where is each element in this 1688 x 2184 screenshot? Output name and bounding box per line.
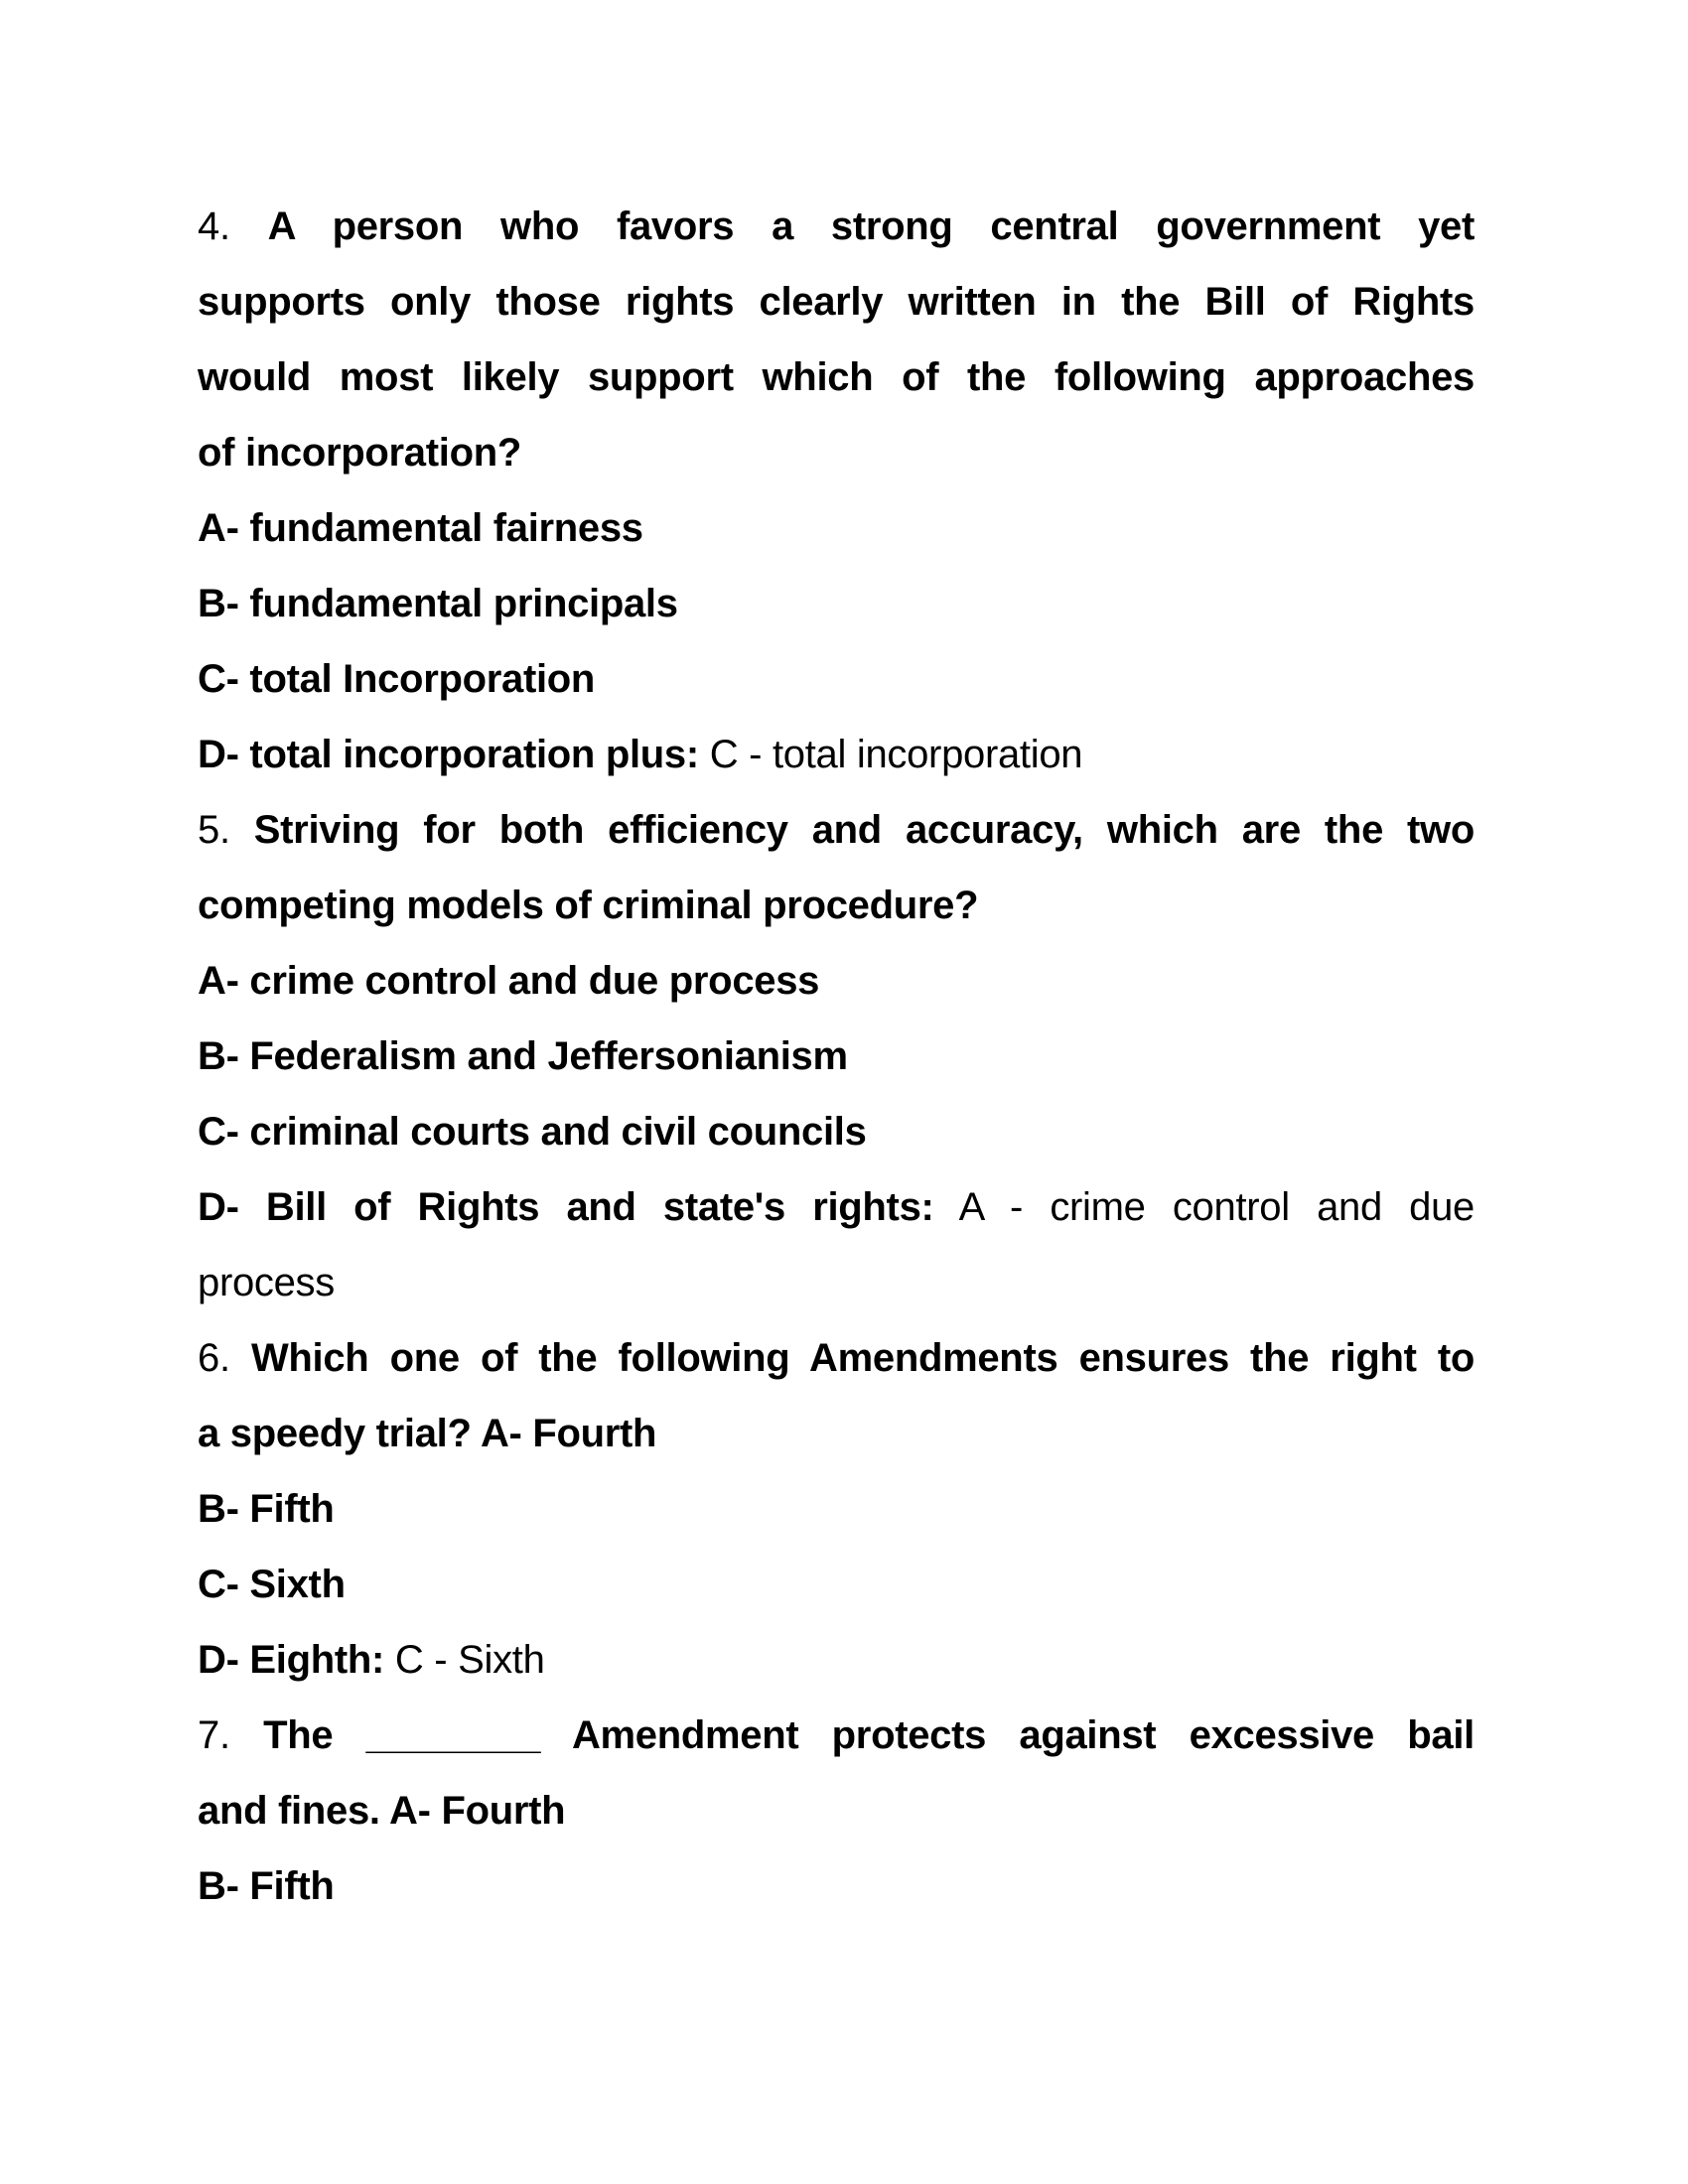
question-text: D- Eighth:: [198, 1638, 385, 1682]
text-line: [198, 1547, 1475, 1622]
question-text: B- Fifth: [198, 1487, 335, 1531]
text-line: [198, 415, 1475, 490]
text-line: [198, 641, 1475, 717]
text-line: [198, 264, 1475, 340]
text-line: [198, 566, 1475, 641]
question-text: Which one of the following Amendments ensures the right to: [250, 1336, 1475, 1380]
question-text: D- total incorporation plus:: [198, 733, 699, 776]
text-line: [198, 1320, 1475, 1396]
text-line: [198, 1396, 1475, 1471]
question-text: C- criminal courts and civil councils: [198, 1110, 867, 1154]
text-line: [198, 792, 1475, 868]
question-text: competing models of criminal procedure?: [198, 884, 979, 927]
text-line: [198, 340, 1475, 415]
answer-text: 4.: [198, 205, 268, 248]
text-line: [198, 1622, 1475, 1698]
question-text: B- Federalism and Jeffersonianism: [198, 1034, 848, 1078]
text-line: [198, 1169, 1475, 1245]
question-text: would most likely support which of the following approaches: [198, 355, 1475, 399]
text-line: [198, 717, 1475, 792]
question-text: C- Sixth: [198, 1563, 346, 1606]
text-line: [198, 1773, 1475, 1848]
answer-text: 6.: [198, 1336, 251, 1380]
question-text: The ________ Amendment protects against excessive bail: [263, 1713, 1475, 1757]
question-text: Striving for both efficiency and accuracy, which are the two: [253, 808, 1475, 852]
text-line: [198, 868, 1475, 943]
question-text: C- total Incorporation: [198, 657, 596, 701]
document-page: [198, 189, 1475, 1924]
text-line: [198, 1698, 1475, 1773]
question-text: A- fundamental fairness: [198, 506, 643, 550]
question-text: A person who favors a strong central government yet: [267, 205, 1475, 248]
text-line: [198, 1245, 1475, 1320]
question-text: of incorporation?: [198, 431, 521, 475]
text-line: [198, 943, 1475, 1019]
text-line: [198, 1019, 1475, 1094]
question-text: B- fundamental principals: [198, 582, 678, 625]
question-text: a speedy trial? A- Fourth: [198, 1412, 657, 1455]
text-line: [198, 1094, 1475, 1169]
answer-text: C - Sixth: [384, 1638, 545, 1682]
text-line: [198, 1848, 1475, 1924]
question-text: and fines. A- Fourth: [198, 1789, 566, 1833]
text-line: [198, 1471, 1475, 1547]
answer-text: C - total incorporation: [698, 733, 1083, 776]
answer-text: process: [198, 1261, 335, 1304]
text-line: [198, 189, 1475, 264]
question-text: D- Bill of Rights and state's rights:: [198, 1185, 934, 1229]
question-text: B- Fifth: [198, 1864, 335, 1908]
answer-text: 7.: [198, 1713, 264, 1757]
answer-text: A - crime control and due: [933, 1185, 1476, 1229]
answer-text: 5.: [198, 808, 254, 852]
question-text: supports only those rights clearly written in the Bill of Rights: [198, 280, 1475, 324]
question-text: A- crime control and due process: [198, 959, 820, 1003]
text-line: [198, 490, 1475, 566]
